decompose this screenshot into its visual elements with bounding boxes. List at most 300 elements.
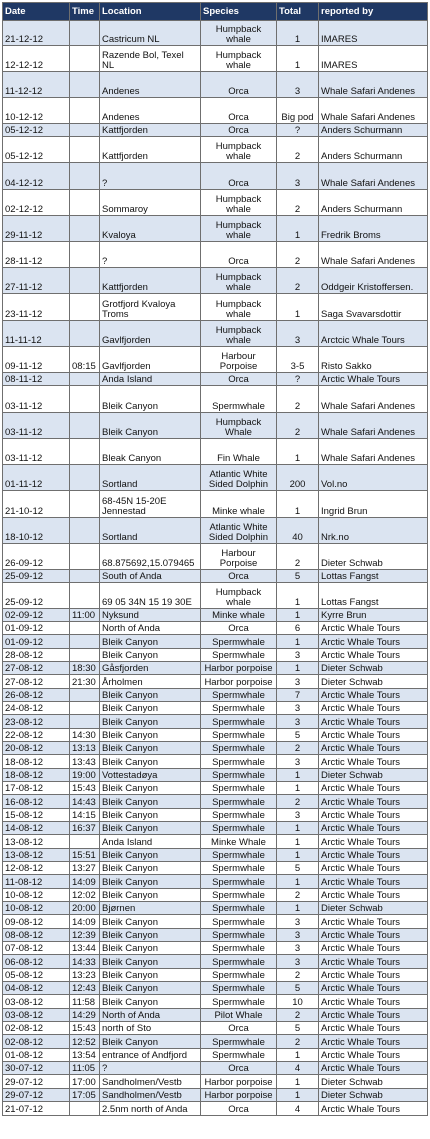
cell-species: Spermwhale	[201, 982, 277, 995]
cell-reported-by: IMARES	[319, 46, 428, 72]
cell-species: Pilot Whale	[201, 1009, 277, 1022]
cell-species: Spermwhale	[201, 929, 277, 942]
cell-total: 2	[277, 190, 319, 216]
cell-date: 21-10-12	[3, 491, 70, 518]
table-row	[3, 570, 428, 583]
table-row	[3, 347, 428, 373]
header-species: Species	[201, 3, 277, 21]
cell-reported-by: Whale Safari Andenes	[319, 163, 428, 190]
cell-total: 1	[277, 782, 319, 795]
cell-species: Humpback Whale	[201, 413, 277, 439]
cell-species: Orca	[201, 242, 277, 268]
cell-date: 04-08-12	[3, 982, 70, 995]
cell-total: Big pod	[277, 98, 319, 124]
cell-species: Atlantic White Sided Dolphin	[201, 465, 277, 491]
cell-total: 3	[277, 809, 319, 822]
cell-time	[70, 1102, 100, 1116]
cell-time	[70, 321, 100, 347]
table-row	[3, 995, 428, 1009]
cell-reported-by: Arctic Whale Tours	[319, 1035, 428, 1049]
table-row	[3, 702, 428, 715]
cell-species: Spermwhale	[201, 795, 277, 809]
cell-date: 18-08-12	[3, 769, 70, 782]
cell-location: Bleik Canyon	[100, 413, 201, 439]
cell-total: 1	[277, 769, 319, 782]
table-header	[3, 3, 428, 21]
cell-reported-by: Arctic Whale Tours	[319, 1102, 428, 1116]
cell-species: Humpback whale	[201, 268, 277, 294]
cell-date: 06-08-12	[3, 955, 70, 969]
cell-reported-by: Arctic Whale Tours	[319, 689, 428, 702]
cell-species: Minke Whale	[201, 835, 277, 849]
cell-location: Gåsfjorden	[100, 662, 201, 675]
cell-reported-by: Arctic Whale Tours	[319, 835, 428, 849]
cell-reported-by: Arctic Whale Tours	[319, 782, 428, 795]
cell-species: Humpback whale	[201, 583, 277, 609]
cell-location: Gavlfjorden	[100, 321, 201, 347]
cell-reported-by: Arctic Whale Tours	[319, 915, 428, 929]
cell-total: 40	[277, 518, 319, 544]
cell-location: Årholmen	[100, 675, 201, 689]
cell-location: entrance of Andfjord	[100, 1049, 201, 1062]
cell-time	[70, 465, 100, 491]
cell-species: Orca	[201, 1062, 277, 1075]
cell-species: Spermwhale	[201, 1049, 277, 1062]
cell-total: 2	[277, 1009, 319, 1022]
table-row	[3, 1009, 428, 1022]
cell-location: Bleik Canyon	[100, 386, 201, 413]
cell-reported-by: Nrk.no	[319, 518, 428, 544]
cell-species: Humpback whale	[201, 137, 277, 163]
cell-reported-by: Dieter Schwab	[319, 1075, 428, 1089]
table-row	[3, 915, 428, 929]
cell-date: 12-12-12	[3, 46, 70, 72]
cell-location: north of Sto	[100, 1022, 201, 1035]
header-time: Time	[70, 3, 100, 21]
cell-time	[70, 98, 100, 124]
cell-date: 05-08-12	[3, 969, 70, 982]
table-row	[3, 849, 428, 862]
cell-species: Humpback whale	[201, 21, 277, 46]
cell-time	[70, 544, 100, 570]
cell-location: Gavlfjorden	[100, 347, 201, 373]
cell-total: 5	[277, 729, 319, 742]
cell-total: 6	[277, 622, 319, 635]
cell-total: 3	[277, 715, 319, 729]
cell-total: 3	[277, 929, 319, 942]
cell-reported-by: Fredrik Broms	[319, 216, 428, 242]
cell-species: Spermwhale	[201, 875, 277, 889]
cell-location: Sandholmen/Vestb	[100, 1075, 201, 1089]
cell-time	[70, 242, 100, 268]
cell-total: 2	[277, 137, 319, 163]
cell-date: 04-12-12	[3, 163, 70, 190]
cell-time	[70, 570, 100, 583]
cell-time: 15:51	[70, 849, 100, 862]
table-row	[3, 969, 428, 982]
cell-reported-by: Kyrre Brun	[319, 609, 428, 622]
cell-total: 3	[277, 321, 319, 347]
cell-species: Spermwhale	[201, 822, 277, 835]
cell-total: ?	[277, 373, 319, 386]
cell-date: 15-08-12	[3, 809, 70, 822]
cell-time: 12:52	[70, 1035, 100, 1049]
cell-location: Sortland	[100, 465, 201, 491]
cell-time: 16:37	[70, 822, 100, 835]
header-reported-by: reported by	[319, 3, 428, 21]
table-row	[3, 137, 428, 163]
cell-location: Bleik Canyon	[100, 942, 201, 955]
cell-total: 4	[277, 1102, 319, 1116]
cell-reported-by: Risto Sakko	[319, 347, 428, 373]
cell-date: 10-08-12	[3, 889, 70, 902]
cell-location: Bleik Canyon	[100, 1035, 201, 1049]
cell-species: Orca	[201, 1022, 277, 1035]
cell-time: 13:54	[70, 1049, 100, 1062]
table-row	[3, 216, 428, 242]
cell-total: 3	[277, 163, 319, 190]
cell-reported-by: Arctic Whale Tours	[319, 1009, 428, 1022]
table-row	[3, 875, 428, 889]
cell-time	[70, 373, 100, 386]
cell-time	[70, 702, 100, 715]
cell-total: 7	[277, 689, 319, 702]
table-row	[3, 729, 428, 742]
cell-species: Spermwhale	[201, 902, 277, 915]
cell-species: Spermwhale	[201, 955, 277, 969]
cell-reported-by: Whale Safari Andenes	[319, 72, 428, 98]
cell-date: 29-07-12	[3, 1075, 70, 1089]
cell-reported-by: Dieter Schwab	[319, 675, 428, 689]
cell-reported-by: Arctic Whale Tours	[319, 635, 428, 649]
table-row	[3, 689, 428, 702]
cell-time: 11:00	[70, 609, 100, 622]
cell-species: Humpback whale	[201, 216, 277, 242]
cell-species: Humpback whale	[201, 46, 277, 72]
table-row	[3, 163, 428, 190]
cell-location: Bleik Canyon	[100, 702, 201, 715]
cell-reported-by: Arctic Whale Tours	[319, 849, 428, 862]
cell-reported-by: Dieter Schwab	[319, 902, 428, 915]
cell-reported-by: Dieter Schwab	[319, 544, 428, 570]
cell-species: Humpback whale	[201, 190, 277, 216]
cell-reported-by: Arctic Whale Tours	[319, 929, 428, 942]
cell-date: 05-12-12	[3, 137, 70, 163]
cell-location: Bleik Canyon	[100, 782, 201, 795]
cell-date: 18-08-12	[3, 755, 70, 769]
cell-date: 10-08-12	[3, 902, 70, 915]
cell-date: 20-08-12	[3, 742, 70, 755]
cell-date: 27-08-12	[3, 662, 70, 675]
cell-reported-by: Arctic Whale Tours	[319, 942, 428, 955]
cell-total: 3	[277, 955, 319, 969]
cell-location: Bleik Canyon	[100, 729, 201, 742]
cell-date: 10-12-12	[3, 98, 70, 124]
cell-location: 2.5nm north of Anda	[100, 1102, 201, 1116]
cell-species: Spermwhale	[201, 782, 277, 795]
cell-species: Spermwhale	[201, 769, 277, 782]
cell-species: Orca	[201, 373, 277, 386]
table-row	[3, 955, 428, 969]
table-row	[3, 755, 428, 769]
cell-reported-by: Whale Safari Andenes	[319, 98, 428, 124]
cell-date: 03-11-12	[3, 386, 70, 413]
cell-total: 1	[277, 902, 319, 915]
table-row	[3, 583, 428, 609]
cell-total: 1	[277, 491, 319, 518]
cell-species: Spermwhale	[201, 1035, 277, 1049]
table-row	[3, 1075, 428, 1089]
table-row	[3, 242, 428, 268]
header-total: Total	[277, 3, 319, 21]
cell-date: 23-08-12	[3, 715, 70, 729]
cell-location: Bleik Canyon	[100, 822, 201, 835]
cell-time	[70, 216, 100, 242]
cell-reported-by: Whale Safari Andenes	[319, 413, 428, 439]
cell-time: 14:09	[70, 915, 100, 929]
cell-date: 11-08-12	[3, 875, 70, 889]
table-row	[3, 769, 428, 782]
cell-time: 08:15	[70, 347, 100, 373]
cell-date: 09-11-12	[3, 347, 70, 373]
cell-total: 1	[277, 822, 319, 835]
cell-time	[70, 46, 100, 72]
table-row	[3, 72, 428, 98]
cell-date: 03-08-12	[3, 1009, 70, 1022]
cell-reported-by: Arctic Whale Tours	[319, 795, 428, 809]
cell-reported-by: Arctic Whale Tours	[319, 995, 428, 1009]
cell-total: 2	[277, 544, 319, 570]
table-row	[3, 518, 428, 544]
cell-location: Bleik Canyon	[100, 862, 201, 875]
cell-time	[70, 439, 100, 465]
table-row	[3, 635, 428, 649]
table-row	[3, 1022, 428, 1035]
table-row	[3, 491, 428, 518]
cell-reported-by: Arctic Whale Tours	[319, 715, 428, 729]
cell-species: Spermwhale	[201, 915, 277, 929]
cell-time: 19:00	[70, 769, 100, 782]
table-row	[3, 649, 428, 662]
cell-reported-by: Dieter Schwab	[319, 662, 428, 675]
table-row	[3, 294, 428, 321]
cell-time	[70, 190, 100, 216]
cell-location: Bleak Canyon	[100, 439, 201, 465]
cell-total: 2	[277, 969, 319, 982]
table-row	[3, 321, 428, 347]
cell-time	[70, 835, 100, 849]
cell-total: 5	[277, 1022, 319, 1035]
cell-location: 69 05 34N 15 19 30E	[100, 583, 201, 609]
cell-species: Spermwhale	[201, 715, 277, 729]
header-location: Location	[100, 3, 201, 21]
cell-time: 14:29	[70, 1009, 100, 1022]
cell-location: Bleik Canyon	[100, 849, 201, 862]
cell-total: 1	[277, 216, 319, 242]
table-row	[3, 413, 428, 439]
table-row	[3, 782, 428, 795]
cell-date: 02-08-12	[3, 1022, 70, 1035]
table-row	[3, 609, 428, 622]
table-row	[3, 1049, 428, 1062]
table-row	[3, 1102, 428, 1116]
cell-reported-by: Arctic Whale Tours	[319, 622, 428, 635]
cell-date: 21-12-12	[3, 21, 70, 46]
cell-time: 14:09	[70, 875, 100, 889]
cell-reported-by: Whale Safari Andenes	[319, 386, 428, 413]
cell-species: Harbour Porpoise	[201, 347, 277, 373]
cell-total: 3	[277, 942, 319, 955]
cell-time: 20:00	[70, 902, 100, 915]
cell-reported-by: Dieter Schwab	[319, 769, 428, 782]
table-row	[3, 439, 428, 465]
cell-location: Bleik Canyon	[100, 969, 201, 982]
cell-location: Vottestadøya	[100, 769, 201, 782]
cell-reported-by: Anders Schurmann	[319, 124, 428, 137]
cell-reported-by: Whale Safari Andenes	[319, 439, 428, 465]
cell-total: 1	[277, 849, 319, 862]
cell-reported-by: Vol.no	[319, 465, 428, 491]
cell-total: 3	[277, 675, 319, 689]
cell-reported-by: Arctic Whale Tours	[319, 875, 428, 889]
cell-location: North of Anda	[100, 1009, 201, 1022]
table-row	[3, 1089, 428, 1102]
cell-date: 21-07-12	[3, 1102, 70, 1116]
cell-date: 05-12-12	[3, 124, 70, 137]
table-row	[3, 862, 428, 875]
cell-date: 28-08-12	[3, 649, 70, 662]
cell-species: Spermwhale	[201, 742, 277, 755]
cell-time	[70, 622, 100, 635]
cell-location: Bleik Canyon	[100, 649, 201, 662]
cell-reported-by: Arctic Whale Tours	[319, 822, 428, 835]
cell-total: 1	[277, 835, 319, 849]
table-row	[3, 929, 428, 942]
cell-location: Bleik Canyon	[100, 889, 201, 902]
cell-species: Humpback whale	[201, 294, 277, 321]
table-row	[3, 386, 428, 413]
cell-total: 3	[277, 915, 319, 929]
cell-date: 09-08-12	[3, 915, 70, 929]
cell-location: Razende Bol, Texel NL	[100, 46, 201, 72]
cell-time: 13:44	[70, 942, 100, 955]
cell-total: 2	[277, 795, 319, 809]
cell-total: 1	[277, 583, 319, 609]
cell-reported-by: Arctcic Whale Tours	[319, 321, 428, 347]
cell-date: 02-08-12	[3, 1035, 70, 1049]
cell-species: Spermwhale	[201, 889, 277, 902]
cell-reported-by: Arctic Whale Tours	[319, 809, 428, 822]
cell-species: Spermwhale	[201, 809, 277, 822]
cell-time	[70, 386, 100, 413]
cell-location: Grotfjord Kvaloya Troms	[100, 294, 201, 321]
cell-total: 5	[277, 982, 319, 995]
cell-date: 26-08-12	[3, 689, 70, 702]
cell-date: 08-11-12	[3, 373, 70, 386]
cell-time	[70, 635, 100, 649]
cell-total: 2	[277, 1035, 319, 1049]
cell-date: 25-09-12	[3, 583, 70, 609]
cell-total: 2	[277, 268, 319, 294]
cell-location: Bleik Canyon	[100, 795, 201, 809]
cell-time	[70, 583, 100, 609]
cell-date: 11-11-12	[3, 321, 70, 347]
cell-location: Sortland	[100, 518, 201, 544]
cell-species: Fin Whale	[201, 439, 277, 465]
cell-time: 12:43	[70, 982, 100, 995]
sightings-table	[2, 2, 428, 1116]
table-row	[3, 742, 428, 755]
cell-time	[70, 413, 100, 439]
cell-species: Spermwhale	[201, 689, 277, 702]
cell-species: Minke whale	[201, 491, 277, 518]
cell-date: 14-08-12	[3, 822, 70, 835]
cell-time: 13:43	[70, 755, 100, 769]
cell-time	[70, 72, 100, 98]
cell-reported-by: Arctic Whale Tours	[319, 742, 428, 755]
cell-date: 12-08-12	[3, 862, 70, 875]
cell-location: South of Anda	[100, 570, 201, 583]
cell-date: 24-08-12	[3, 702, 70, 715]
cell-species: Harbor porpoise	[201, 1089, 277, 1102]
cell-location: Bleik Canyon	[100, 689, 201, 702]
cell-reported-by: Anders Schurmann	[319, 190, 428, 216]
table-row	[3, 795, 428, 809]
cell-reported-by: Lottas Fangst	[319, 570, 428, 583]
cell-time: 18:30	[70, 662, 100, 675]
cell-date: 26-09-12	[3, 544, 70, 570]
cell-location: ?	[100, 242, 201, 268]
cell-time	[70, 294, 100, 321]
cell-location: ?	[100, 1062, 201, 1075]
table-row	[3, 544, 428, 570]
cell-total: 1	[277, 635, 319, 649]
cell-reported-by: Whale Safari Andenes	[319, 242, 428, 268]
cell-species: Spermwhale	[201, 862, 277, 875]
cell-date: 17-08-12	[3, 782, 70, 795]
cell-date: 29-11-12	[3, 216, 70, 242]
cell-reported-by: Arctic Whale Tours	[319, 1062, 428, 1075]
cell-time: 13:27	[70, 862, 100, 875]
cell-location: Nyksund	[100, 609, 201, 622]
cell-reported-by: Dieter Schwab	[319, 1089, 428, 1102]
cell-time	[70, 124, 100, 137]
cell-reported-by: Arctic Whale Tours	[319, 1022, 428, 1035]
cell-location: Anda Island	[100, 373, 201, 386]
cell-total: 3	[277, 755, 319, 769]
cell-location: Kattfjorden	[100, 137, 201, 163]
cell-time: 21:30	[70, 675, 100, 689]
cell-location: 68-45N 15-20E Jennestad	[100, 491, 201, 518]
cell-total: 5	[277, 862, 319, 875]
cell-location: Bleik Canyon	[100, 915, 201, 929]
cell-time	[70, 21, 100, 46]
table-row	[3, 465, 428, 491]
table-row	[3, 822, 428, 835]
cell-location: 68.875692,15.079465	[100, 544, 201, 570]
cell-species: Harbor porpoise	[201, 662, 277, 675]
cell-date: 22-08-12	[3, 729, 70, 742]
cell-reported-by: Lottas Fangst	[319, 583, 428, 609]
table-row	[3, 190, 428, 216]
cell-date: 27-08-12	[3, 675, 70, 689]
cell-total: 5	[277, 570, 319, 583]
cell-reported-by: Arctic Whale Tours	[319, 982, 428, 995]
table-row	[3, 982, 428, 995]
cell-date: 01-11-12	[3, 465, 70, 491]
cell-location: Bleik Canyon	[100, 995, 201, 1009]
cell-time: 12:39	[70, 929, 100, 942]
